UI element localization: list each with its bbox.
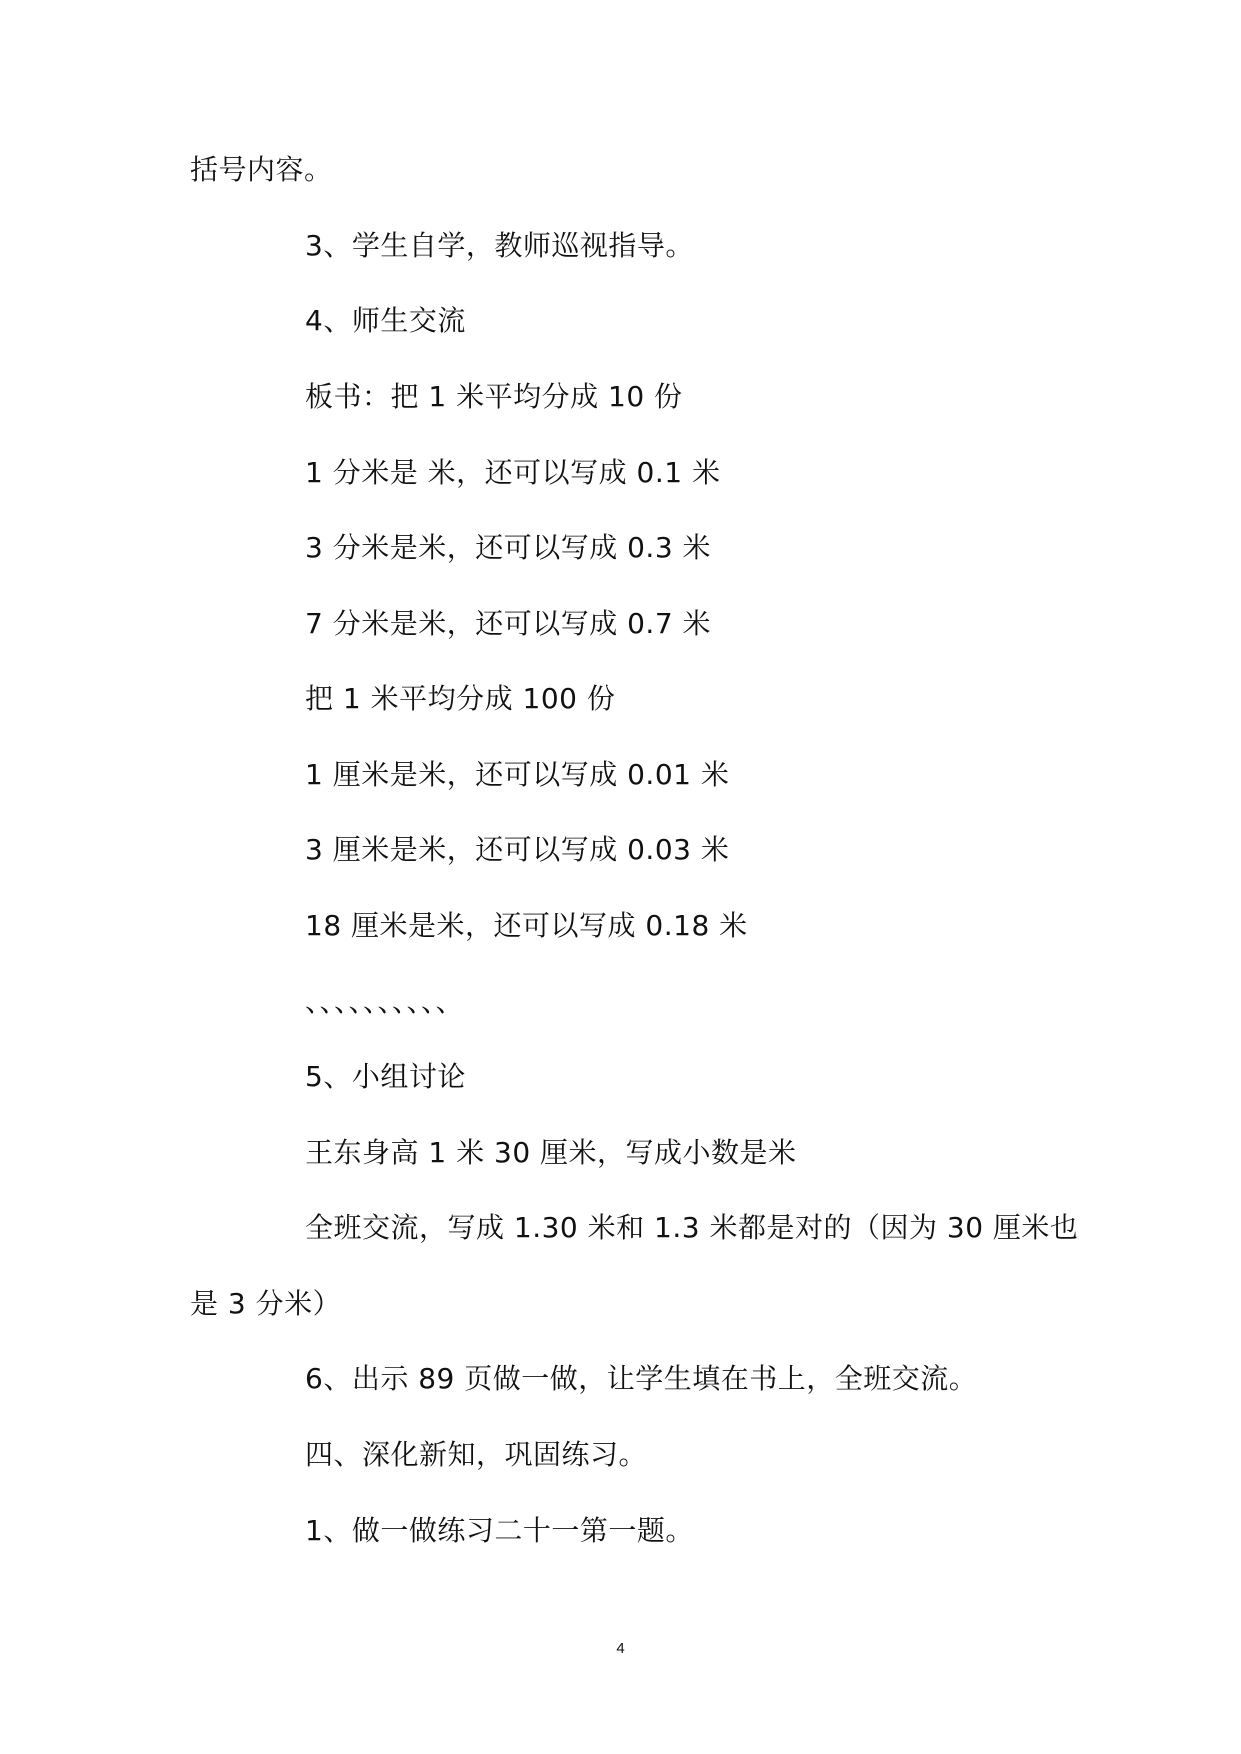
text-line-decimeter-7: 7 分米是米，还可以写成 0.7 米 [305, 607, 712, 640]
text-line-decimeter-1: 1 分米是 米，还可以写成 0.1 米 [305, 456, 721, 489]
text-line-step-5: 5、小组讨论 [305, 1060, 466, 1093]
text-line-step-6: 6、出示 89 页做一做，让学生填在书上，全班交流。 [305, 1362, 978, 1395]
text-line-class-discussion-cont: 是 3 分米） [190, 1287, 342, 1320]
text-line-centimeter-3: 3 厘米是米，还可以写成 0.03 米 [305, 833, 730, 866]
text-line-board-heading: 板书：把 1 米平均分成 10 份 [305, 380, 683, 413]
text-line-exercise-1: 1、做一做练习二十一第一题。 [305, 1514, 694, 1547]
page-number: 4 [616, 1640, 625, 1657]
text-line-decimeter-3: 3 分米是米，还可以写成 0.3 米 [305, 531, 712, 564]
text-line-continuation: 括号内容。 [190, 153, 333, 186]
text-line-hundred-parts: 把 1 米平均分成 100 份 [305, 682, 616, 715]
text-line-centimeter-1: 1 厘米是米，还可以写成 0.01 米 [305, 758, 730, 791]
text-line-ellipsis: 、、、、、、、、、、 [305, 985, 465, 1018]
text-line-section-4: 四、深化新知，巩固练习。 [305, 1438, 648, 1471]
text-line-centimeter-18: 18 厘米是米，还可以写成 0.18 米 [305, 909, 748, 942]
text-line-class-discussion: 全班交流，写成 1.30 米和 1.3 米都是对的（因为 30 厘米也 [305, 1211, 1079, 1244]
text-line-step-4: 4、师生交流 [305, 304, 466, 337]
text-line-height-question: 王东身高 1 米 30 厘米，写成小数是米 [305, 1136, 797, 1169]
text-line-step-3: 3、学生自学，教师巡视指导。 [305, 229, 694, 262]
